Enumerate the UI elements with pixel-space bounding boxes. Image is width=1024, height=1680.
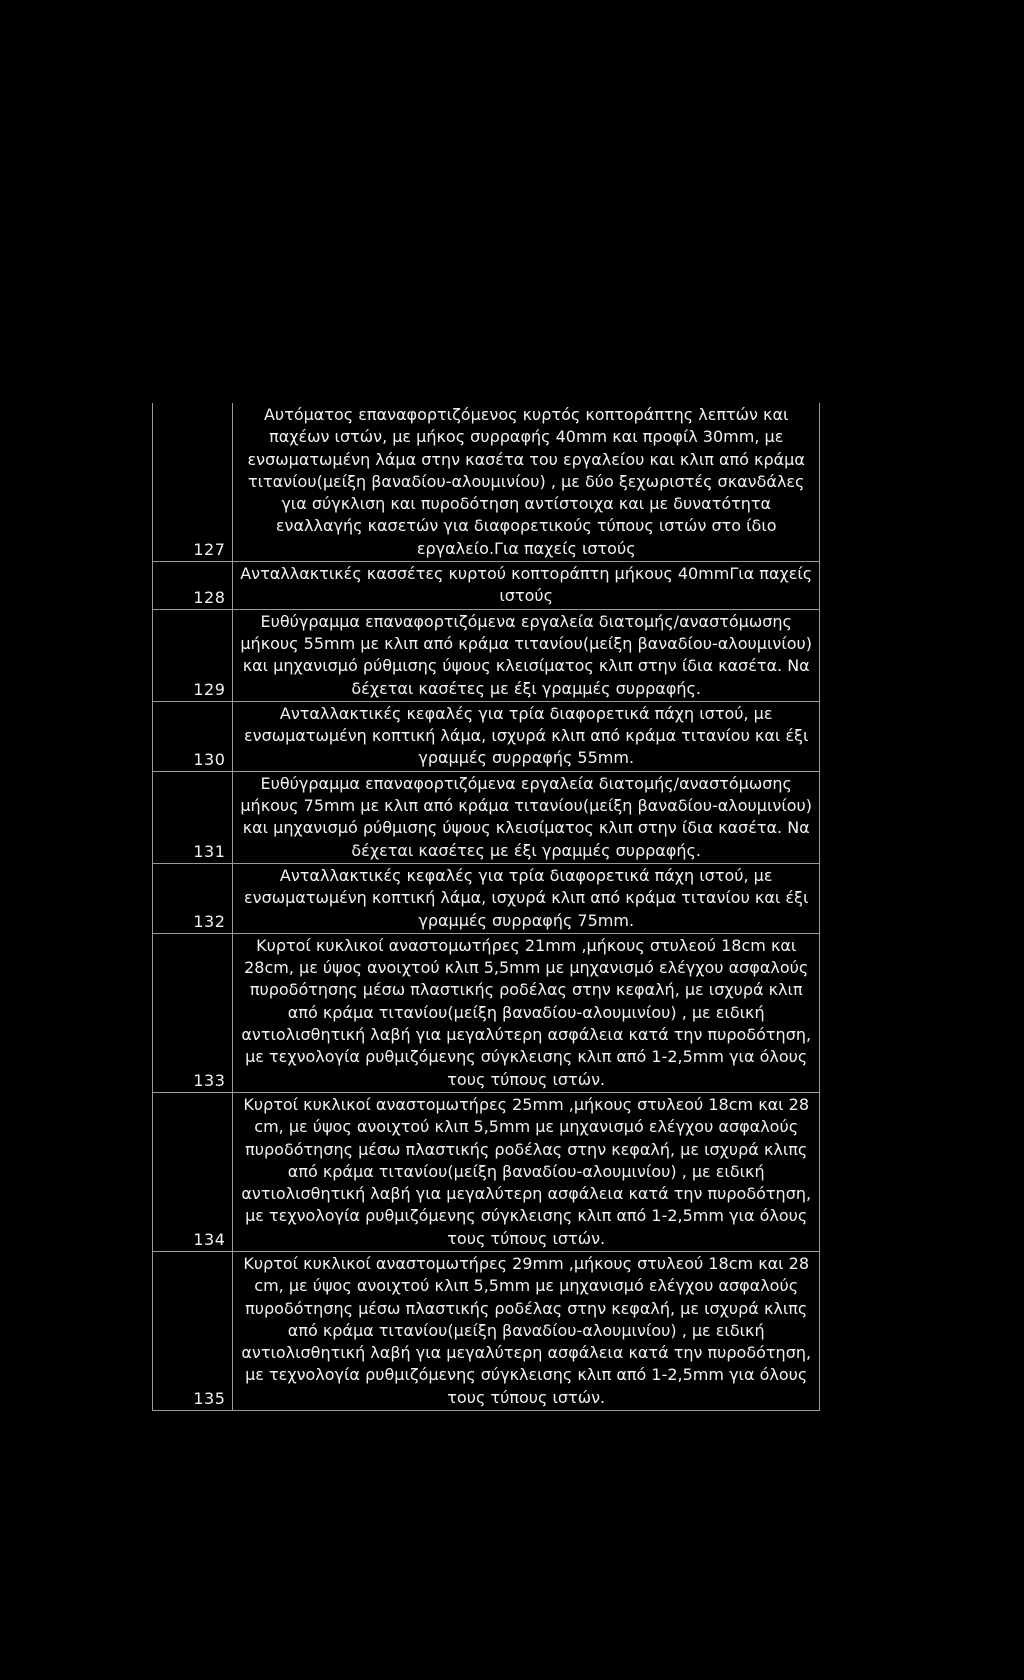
table-row	[153, 609, 820, 701]
table-row	[153, 562, 820, 610]
item-description: Ανταλλακτικές κεφαλές για τρία διαφορετικά πάχη ιστού, με ενσωματωμένη κοπτική λάμα, ισχυρά κλιπ από κράμα τιτανίου και έξι γραμμές συρραφής 55mm.	[233, 701, 820, 771]
item-description: Κυρτοί κυκλικοί αναστομωτήρες 21mm ,μήκους στυλεού 18cm και 28cm, με ύψος ανοιχτού κλιπ 5,5mm με μηχανισμό ελέγχου ασφαλούς πυροδότησης μέσω πλαστικής ροδέλας στην κεφαλή, με ισχυρά κλιπ από κράμα τιτανίου(μείξη βαναδίου-αλουμινίου) , με ειδική αντιολισθητική λαβή για μεγαλύτερη ασφάλεια κατά την πυροδότηση, με τεχνολογία ρυθμιζόμενης σύγκλεισης κλιπ από 1-2,5mm για όλους τους τύπους ιστών.	[233, 933, 820, 1092]
item-description: Ανταλλακτικές κεφαλές για τρία διαφορετικά πάχη ιστού, με ενσωματωμένη κοπτική λάμα, ισχυρά κλιπ από κράμα τιτανίου και έξι γραμμές συρραφής 75mm.	[233, 863, 820, 933]
item-number: 134	[153, 1092, 233, 1251]
item-number: 127	[153, 403, 233, 562]
table-row	[153, 1092, 820, 1251]
table-row	[153, 403, 820, 562]
table-row	[153, 933, 820, 1092]
table-row	[153, 1251, 820, 1410]
item-description: Αυτόματος επαναφορτιζόμενος κυρτός κοπτοράπτης λεπτών και παχέων ιστών, με μήκος συρραφής 40mm και προφίλ 30mm, με ενσωματωμένη λάμα στην κασέτα του εργαλείου και κλιπ από κράμα τιτανίου(μείξη βαναδίου-αλουμινίου) , με δύο ξεχωριστές σκανδάλες για σύγκλιση και πυροδότηση αντίστοιχα και με δυνατότητα εναλλαγής κασετών για διαφορετικούς τύπους ιστών στο ίδιο εργαλείο.Για παχείς ιστούς	[233, 403, 820, 562]
item-description: Κυρτοί κυκλικοί αναστομωτήρες 25mm ,μήκους στυλεού 18cm και 28 cm, με ύψος ανοιχτού κλιπ 5,5mm με μηχανισμό ελέγχου ασφαλούς πυροδότησης μέσω πλαστικής ροδέλας στην κεφαλή, με ισχυρά κλιπς από κράμα τιτανίου(μείξη βαναδίου-αλουμινίου) , με ειδική αντιολισθητική λαβή για μεγαλύτερη ασφάλεια κατά την πυροδότηση, με τεχνολογία ρυθμιζόμενης σύγκλεισης κλιπ από 1-2,5mm για όλους τους τύπους ιστών.	[233, 1092, 820, 1251]
item-number: 131	[153, 771, 233, 863]
item-number: 133	[153, 933, 233, 1092]
table-row	[153, 771, 820, 863]
table-row	[153, 701, 820, 771]
item-description: Ευθύγραμμα επαναφορτιζόμενα εργαλεία διατομής/αναστόμωσης μήκους 55mm με κλιπ από κράμα τιτανίου(μείξη βαναδίου-αλουμινίου) και μηχανισμό ρύθμισης ύψους κλεισίματος κλιπ στην ίδια κασέτα. Να δέχεται κασέτες με έξι γραμμές συρραφής.	[233, 609, 820, 701]
item-description: Ευθύγραμμα επαναφορτιζόμενα εργαλεία διατομής/αναστόμωσης μήκους 75mm με κλιπ από κράμα τιτανίου(μείξη βαναδίου-αλουμινίου) και μηχανισμό ρύθμισης ύψους κλεισίματος κλιπ στην ίδια κασέτα. Να δέχεται κασέτες με έξι γραμμές συρραφής.	[233, 771, 820, 863]
table-row	[153, 863, 820, 933]
item-number: 128	[153, 562, 233, 610]
item-description: Ανταλλακτικές κασσέτες κυρτού κοπτοράπτη μήκους 40mmΓια παχείς ιστούς	[233, 562, 820, 610]
item-description: Κυρτοί κυκλικοί αναστομωτήρες 29mm ,μήκους στυλεού 18cm και 28 cm, με ύψος ανοιχτού κλιπ 5,5mm με μηχανισμό ελέγχου ασφαλούς πυροδότησης μέσω πλαστικής ροδέλας στην κεφαλή, με ισχυρά κλιπς από κράμα τιτανίου(μείξη βαναδίου-αλουμινίου) , με ειδική αντιολισθητική λαβή για μεγαλύτερη ασφάλεια κατά την πυροδότηση, με τεχνολογία ρυθμιζόμενης σύγκλεισης κλιπ από 1-2,5mm για όλους τους τύπους ιστών.	[233, 1251, 820, 1410]
specification-table	[152, 403, 820, 1411]
item-number: 132	[153, 863, 233, 933]
item-number: 135	[153, 1251, 233, 1410]
item-number: 129	[153, 609, 233, 701]
item-number: 130	[153, 701, 233, 771]
